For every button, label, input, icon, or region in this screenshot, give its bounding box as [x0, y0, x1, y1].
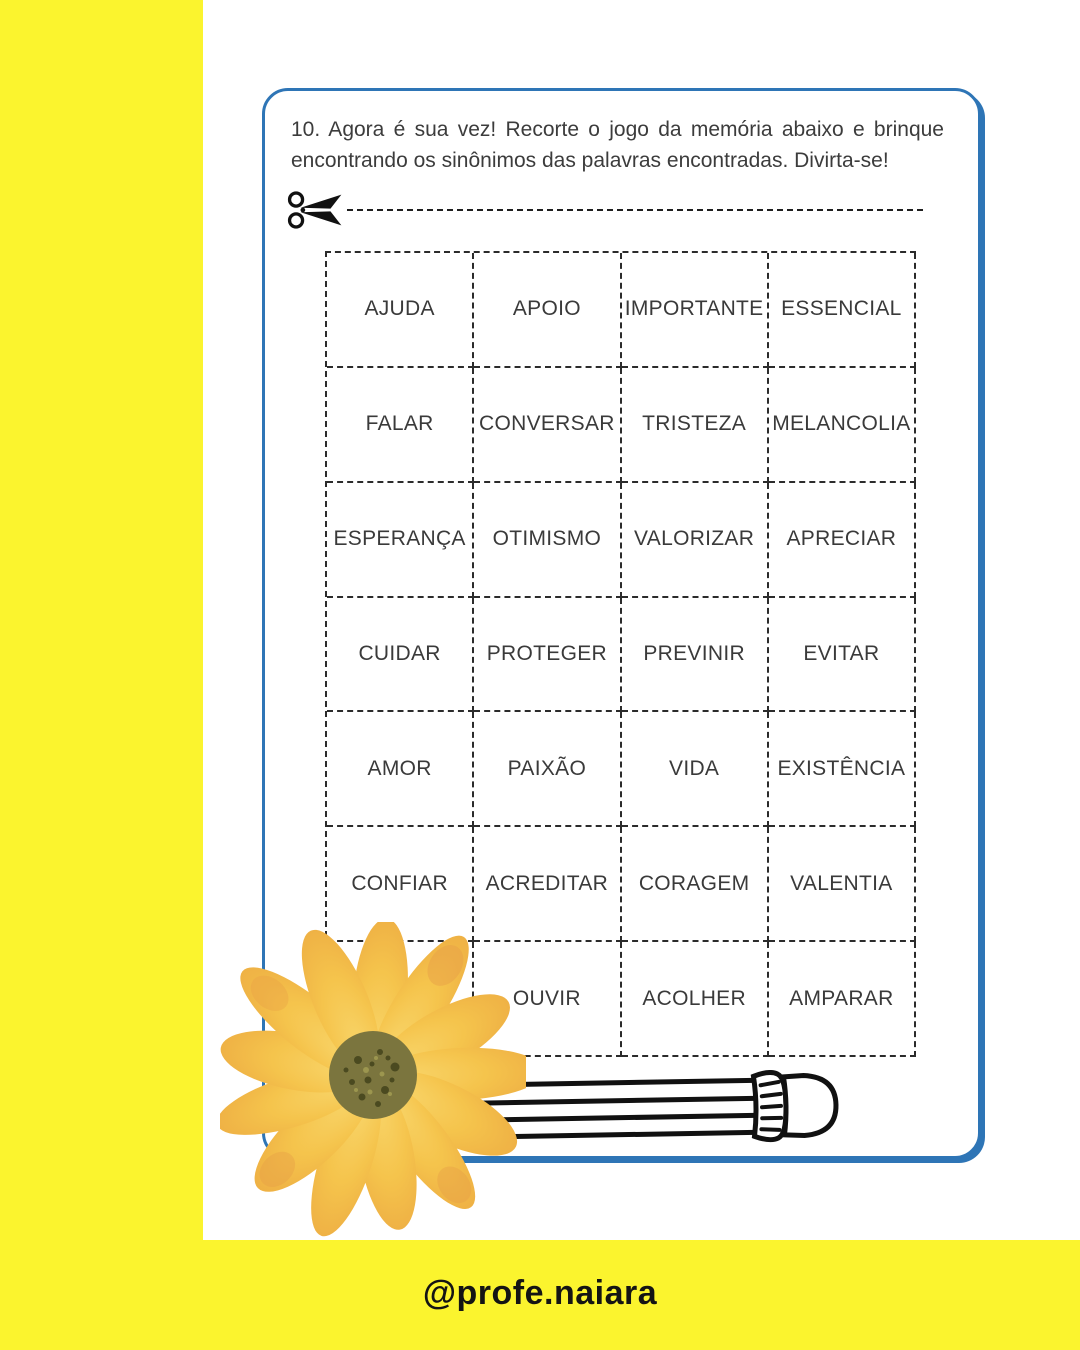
bottom-accent-bar: [0, 1240, 1080, 1350]
word-card: CONVERSAR: [474, 368, 621, 483]
word-card: PAIXÃO: [474, 712, 621, 827]
word-card: CUIDAR: [327, 598, 474, 713]
word-card: PREVINIR: [622, 598, 769, 713]
word-card: ESPERANÇA: [327, 483, 474, 598]
word-card: VALORIZAR: [622, 483, 769, 598]
word-card: VALENTIA: [769, 827, 916, 942]
scissors-icon: [287, 188, 345, 232]
word-card: PROTEGER: [474, 598, 621, 713]
word-card: IMPORTANTE: [622, 253, 769, 368]
word-card: VIDA: [622, 712, 769, 827]
word-card: MELANCOLIA: [769, 368, 916, 483]
sunflower-illustration-icon: [220, 922, 526, 1238]
word-card: CORAGEM: [622, 827, 769, 942]
word-card: OUVIR: [474, 942, 621, 1057]
word-card: AMOR: [327, 712, 474, 827]
word-card: FALAR: [327, 368, 474, 483]
word-card: AMPARAR: [769, 942, 916, 1057]
instruction-text: 10. Agora é sua vez! Recorte o jogo da memória abaixo e brinque encontrando os sinônimos das palavras encontradas. Divirta-se!: [291, 118, 944, 172]
word-card: OTIMISMO: [474, 483, 621, 598]
word-card: AJUDA: [327, 253, 474, 368]
pencil-illustration-icon: [478, 1070, 842, 1146]
dashed-cut-line: [347, 209, 923, 211]
cut-line: [287, 187, 923, 233]
word-card: CONFIAR: [327, 827, 474, 942]
word-card: APRECIAR: [769, 483, 916, 598]
left-accent-bar: [0, 0, 203, 1350]
instagram-handle: @profe.naiara: [422, 1273, 658, 1312]
word-card: APOIO: [474, 253, 621, 368]
word-card: EXISTÊNCIA: [769, 712, 916, 827]
word-card: EVITAR: [769, 598, 916, 713]
word-card: ACOLHER: [622, 942, 769, 1057]
word-card: ESSENCIAL: [769, 253, 916, 368]
word-card: ACREDITAR: [474, 827, 621, 942]
word-card: TRISTEZA: [622, 368, 769, 483]
